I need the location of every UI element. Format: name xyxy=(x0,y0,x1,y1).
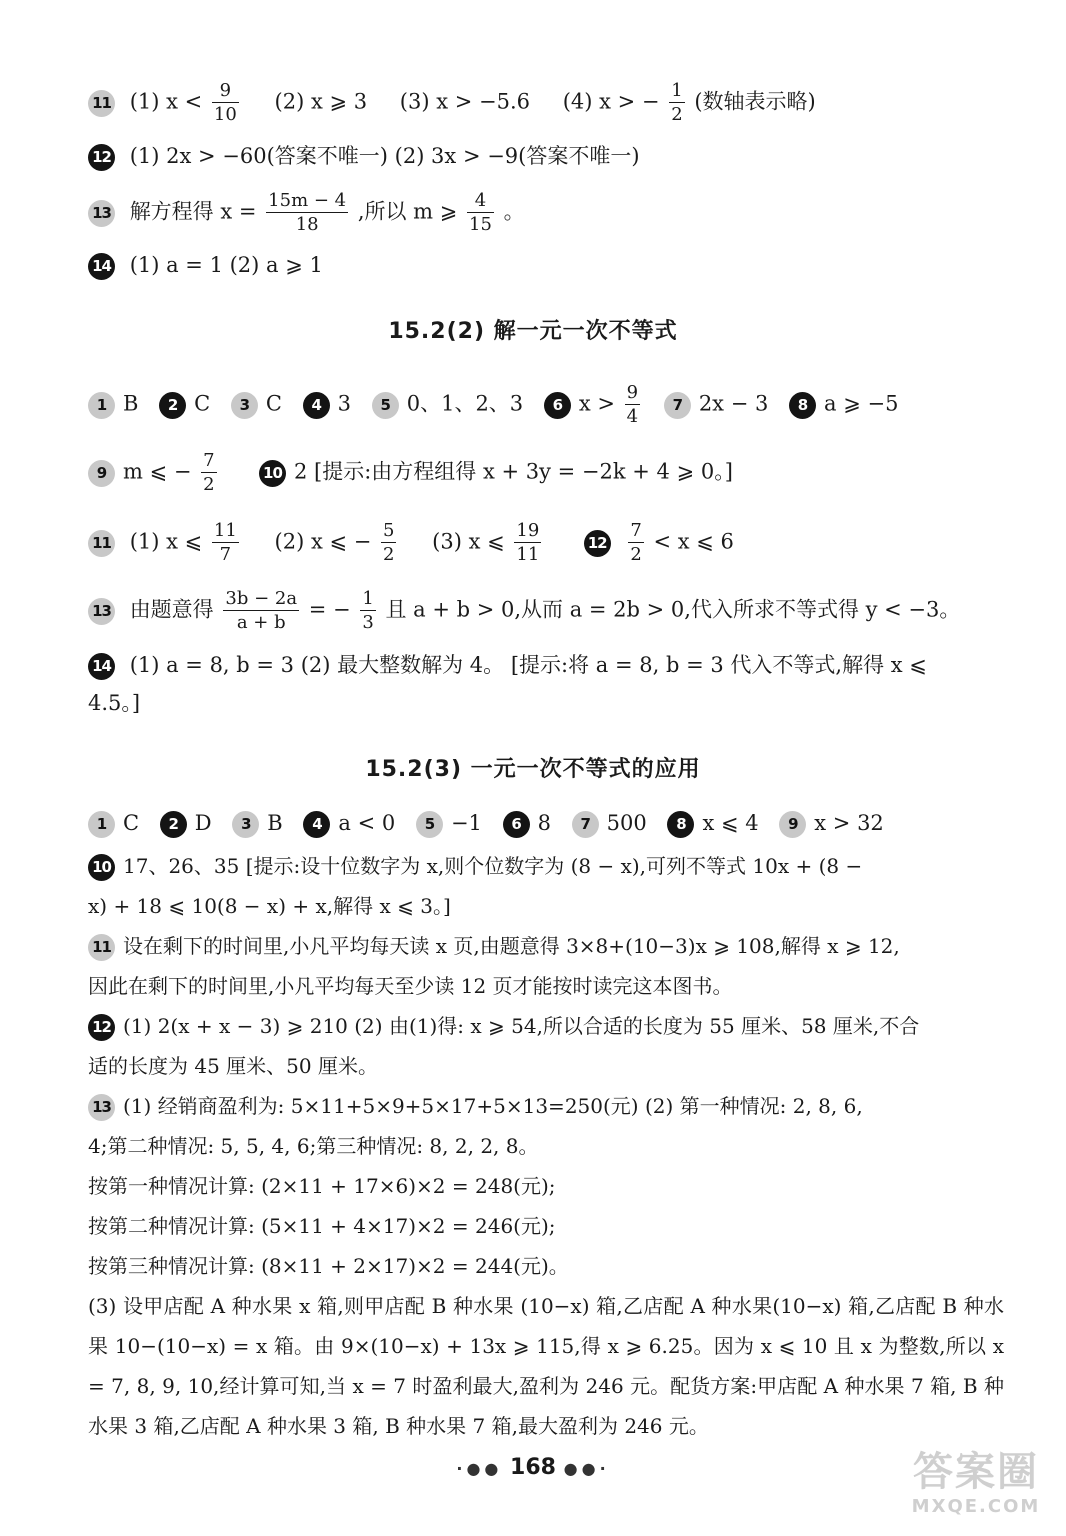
answer-13-paragraph: 13 (1) 经销商盈利为: 5×11+5×9+5×17+5×13=250(元) (2) 第一种情况: 2, 8, 6, 4;第二种情况: 5, 5, 4, 6;第三种情况: 8, 2, 2, 8。 按第一种情况计算: (2×11 + 17×6)×2 = 248(元); 按第二种情况计算: (5×11 + 4×17)×2 = 246(元); 按第三种情况计算: (8×11 + 2×17)×2 = 244(元)。 (3) 设甲店配 A 种水果 x 箱,则甲店配 B 种水果 (10−x) 箱,乙店配 A 种水果(10−x) 箱,乙店配 B 种水果 10−(10−x) = x 箱。由 9×(10−x) + 13x ⩾ 115,得 x ⩾ 6.25。因为 x ⩽ 10 且 x 为整数,所以 x = 7, 8, 9, 10,经计算可知,当 x = 7 时盈利最大,盈利为 246 元。配货方案:甲店配 A 种水果 7 箱, B 种水果 3 箱,乙店配 A 种水果 3 箱, B 种水果 7 箱,最大盈利为 246 元。 xyxy=(88,1094,1004,1438)
section-title: 15.2(3) 一元一次不等式的应用 xyxy=(365,757,701,782)
question-number-badge: 12 xyxy=(88,144,115,171)
question-number-badge: 13 xyxy=(88,1094,115,1121)
question-number-badge: 11 xyxy=(88,530,115,557)
question-number-badge: 5 xyxy=(416,811,443,838)
question-number-badge: 11 xyxy=(88,90,115,117)
question-number-badge: 1 xyxy=(88,392,115,419)
watermark-logo: 答案圈 MXQE.COM xyxy=(911,1449,1041,1517)
answer-14-line: 14 (1) a = 1 (2) a ⩾ 1 xyxy=(88,250,1004,280)
question-number-badge: 4 xyxy=(303,392,330,419)
decorative-dots-icon: ●●· xyxy=(563,1459,610,1478)
answer-11-line: 11 (1) x < $\frac{9}{10}$ (2) x ⩾ 3 (3) x > −5.6 (4) x > − $\frac{1}{2}$ (数轴表示略) xyxy=(88,82,1004,124)
fraction: $\frac{7}{2}$ xyxy=(630,520,642,565)
question-number-badge: 10 xyxy=(88,854,115,881)
fraction: $\frac{1}{3}$ xyxy=(362,588,374,633)
answer-10-paragraph: 10 17、26、35 [提示:设十位数字为 x,则个位数字为 (8 − x),可列不等式 10x + (8 − x) + 18 ⩽ 10(8 − x) + x,解得 x ⩽ 3。] xyxy=(88,854,863,918)
question-number-badge: 14 xyxy=(88,653,115,680)
answers-row-1-9: 1 C 2 D 3 B 4 a < 0 5 −1 6 8 7 500 8 x ⩽ 4 9 x > 32 xyxy=(88,808,1004,838)
fraction: $\frac{15m - 4}{18}$ xyxy=(268,190,347,235)
answer-13-line: 13 由题意得 $\frac{3b - 2a}{a + b}$ = − $\frac{1}{3}$ 且 a + b > 0,从而 a = 2b > 0,代入所求不等式得 y < −3。 xyxy=(88,590,1004,632)
question-number-badge: 7 xyxy=(664,392,691,419)
fraction: $\frac{1}{2}$ xyxy=(671,80,683,125)
question-number-badge: 10 xyxy=(259,460,286,487)
fraction: $\frac{5}{2}$ xyxy=(383,520,395,565)
question-number-badge: 1 xyxy=(88,811,115,838)
question-number-badge: 6 xyxy=(503,811,530,838)
section-title: 15.2(2) 解一元一次不等式 xyxy=(388,319,678,344)
question-number-badge: 3 xyxy=(232,811,259,838)
answer-12-line: 12 (1) 2x > −60(答案不唯一) (2) 3x > −9(答案不唯一) xyxy=(88,141,1004,171)
question-number-badge: 8 xyxy=(789,392,816,419)
fraction: $\frac{7}{2}$ xyxy=(203,450,215,495)
answer-13-line: 13 解方程得 x = $\frac{15m - 4}{18}$ ,所以 m ⩾ $\frac{4}{15}$ 。 xyxy=(88,192,1004,234)
answer-11-paragraph: 11 设在剩下的时间里,小凡平均每天读 x 页,由题意得 3×8+(10−3)x ⩾ 108,解得 x ⩾ 12, 因此在剩下的时间里,小凡平均每天至少读 12 页才能按时读完这本图书。 xyxy=(88,934,900,998)
fraction: $\frac{11}{7}$ xyxy=(213,520,237,565)
question-number-badge: 6 xyxy=(544,392,571,419)
question-number-badge: 13 xyxy=(88,200,115,227)
answer-14-line: 14 (1) a = 8, b = 3 (2) 最大整数解为 4。 [提示:将 a = 8, b = 3 代入不等式,解得 x ⩽ xyxy=(88,650,1004,680)
page-number: 168 xyxy=(510,1455,556,1480)
question-number-badge: 14 xyxy=(88,253,115,280)
answers-row-9-10: 9 m ⩽ − $\frac{7}{2}$ 10 2 [提示:由方程组得 x + 3y = −2k + 4 ⩾ 0。] xyxy=(88,452,1004,494)
question-number-badge: 2 xyxy=(159,392,186,419)
fraction: $\frac{3b - 2a}{a + b}$ xyxy=(225,588,298,633)
question-number-badge: 12 xyxy=(88,1014,115,1041)
question-number-badge: 2 xyxy=(160,811,187,838)
question-number-badge: 12 xyxy=(584,530,611,557)
fraction: $\frac{4}{15}$ xyxy=(469,190,492,235)
question-number-badge: 7 xyxy=(572,811,599,838)
question-number-badge: 3 xyxy=(231,392,258,419)
question-number-badge: 5 xyxy=(372,392,399,419)
question-number-badge: 8 xyxy=(667,811,694,838)
answer-12-paragraph: 12 (1) 2(x + x − 3) ⩾ 210 (2) 由(1)得: x ⩾ 54,所以合适的长度为 55 厘米、58 厘米,不合 适的长度为 45 厘米、50 厘米。 xyxy=(88,1014,920,1078)
question-number-badge: 13 xyxy=(88,598,115,625)
answers-row-1-8: 1 B 2 C 3 C 4 3 5 0、1、2、3 6 x > $\frac{9}{4}$ 7 2x − 3 8 a ⩾ −5 xyxy=(88,384,1004,426)
question-number-badge: 4 xyxy=(303,811,330,838)
answers-row-11-12: 11 (1) x ⩽ $\frac{11}{7}$ (2) x ⩽ − $\frac{5}{2}$ (3) x ⩽ $\frac{19}{11}$ 12 $\frac{7}{2}$ < x ⩽ 6 xyxy=(88,522,1004,564)
question-number-badge: 9 xyxy=(779,811,806,838)
fraction: $\frac{9}{4}$ xyxy=(626,382,639,427)
fraction: $\frac{9}{10}$ xyxy=(213,80,237,125)
question-number-badge: 11 xyxy=(88,934,115,961)
decorative-dots-icon: ·●● xyxy=(456,1459,503,1478)
answer-14-continued: 4.5。] xyxy=(88,691,141,715)
fraction: $\frac{19}{11}$ xyxy=(516,520,540,565)
question-number-badge: 9 xyxy=(88,460,115,487)
